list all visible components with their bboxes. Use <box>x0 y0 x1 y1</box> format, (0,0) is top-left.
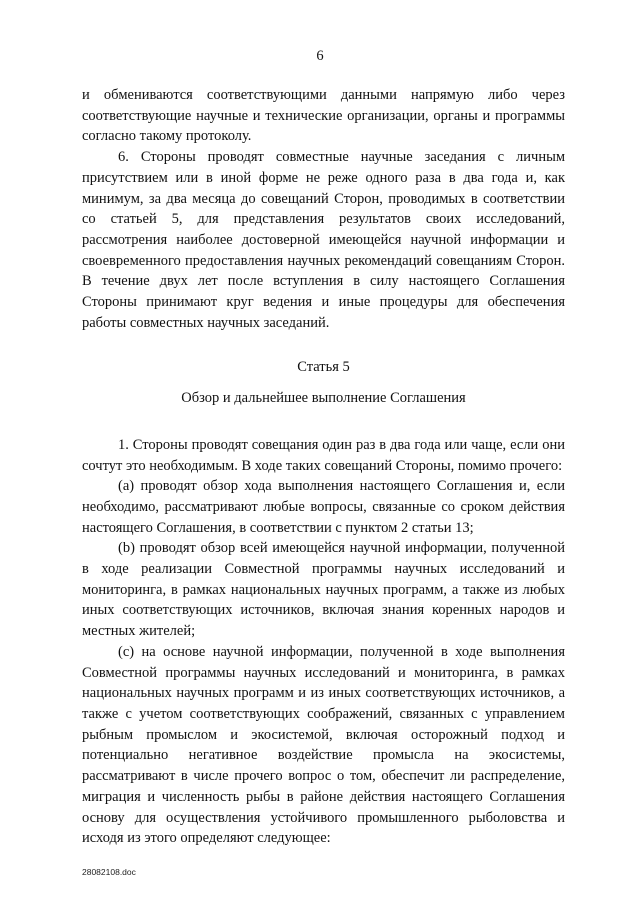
document-body <box>82 85 565 849</box>
subparagraph-b: (b) проводят обзор всей имеющейся научной информации, полученной в ходе реализации Совместной программы научных исследований и мониторинга, в рамках национальных научных программ, а также из любых иных соответствующих источников, включая знания коренных народов и местных жителей; <box>82 540 565 640</box>
article-paragraph-1: 1. Стороны проводят совещания один раз в два года или чаще, если они сочтут это необходимым. В ходе таких совещаний Стороны, помимо прочего: <box>82 436 565 474</box>
paragraph-item-6: 6. Стороны проводят совместные научные заседания с личным присутствием или в иной форме не реже одного раза в два года и, как минимум, за два месяца до совещаний Сторон, проводимых в соответствии со статьей 5, для представления результатов своих исследований, рассмотрения наиболее достоверной имеющейся научной информации и своевременного предоставления научных рекомендаций совещаниям Сторон. В течение двух лет после вступления в силу настоящего Соглашения Стороны принимают круг ведения и иные процедуры для обеспечения работы совместных научных заседаний. <box>82 149 565 331</box>
article-subtitle: Обзор и дальнейшее выполнение Соглашения <box>181 390 466 407</box>
footer-filename: 28082108.doc <box>82 867 136 877</box>
article-title: Статья 5 <box>297 359 350 376</box>
subparagraph-a: (a) проводят обзор хода выполнения настоящего Соглашения и, если необходимо, рассматривают любые вопросы, связанные со сроком действия настоящего Соглашения, в соответствии с пунктом 2 статьи 13; <box>82 478 565 536</box>
page-number: 6 <box>316 48 324 64</box>
subparagraph-c: (c) на основе научной информации, полученной в ходе выполнения Совместной программы научных исследований и мониторинга, в рамках национальных научных программ и из иных соответствующих источников, а также с учетом соответствующих соображений, связанных с управлением рыбным промыслом и экосистемой, включая осторожный подход и потенциально негативное воздействие промысла на экосистемы, рассматривают в числе прочего вопрос о том, обеспечит ли распределение, миграция и численность рыбы в районе действия настоящего Соглашения основу для осуществления устойчивого промышленного рыболовства и исходя из этого определяют следующее: <box>82 643 565 847</box>
paragraph-continuation: и обмениваются соответствующими данными напрямую либо через соответствующие научные и технические организации, органы и программы согласно такому протоколу. <box>82 87 565 145</box>
